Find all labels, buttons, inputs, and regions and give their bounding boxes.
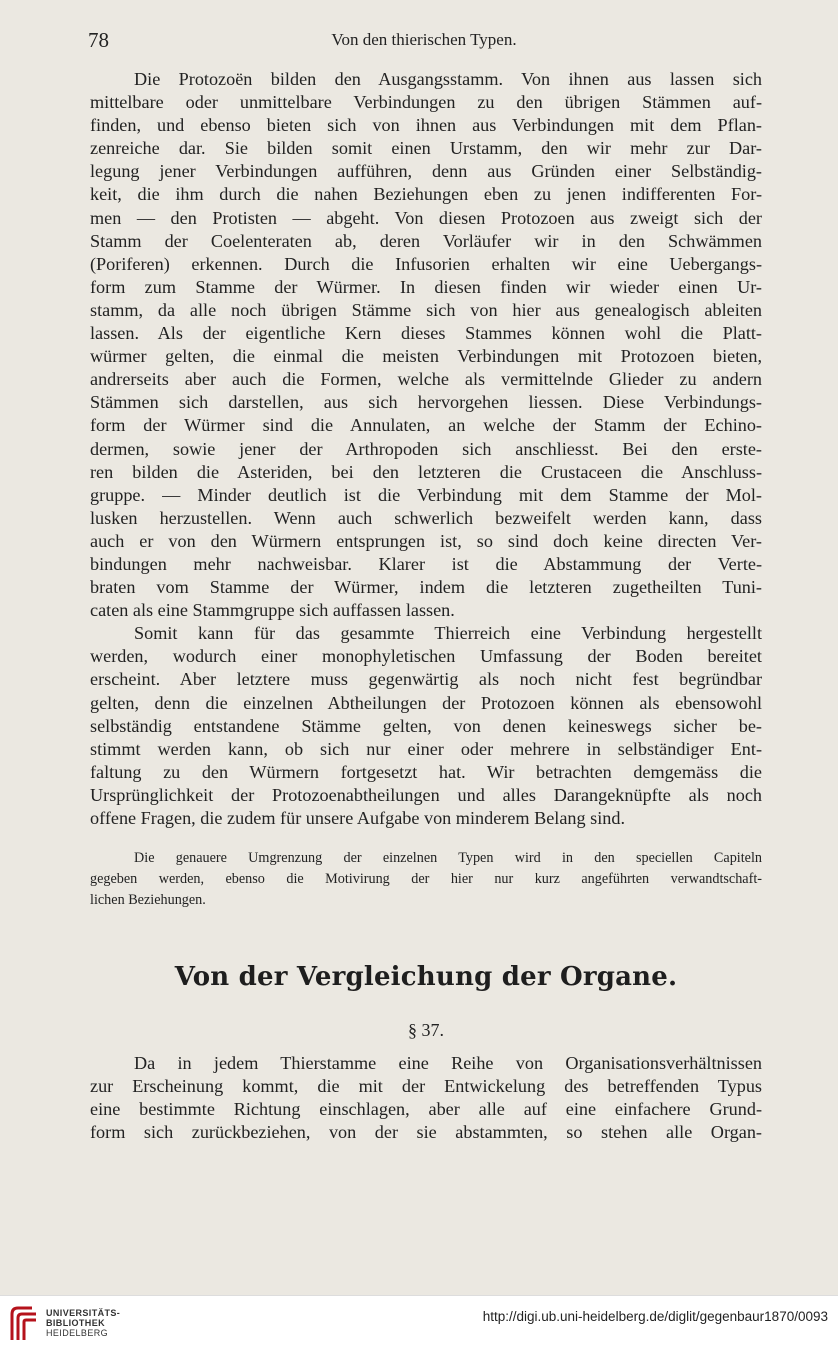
text-line: ren bilden die Asteriden, bei den letzteren die Crustaceen die Anschluss- — [90, 461, 762, 482]
note-line: lichen Beziehungen. — [90, 892, 206, 908]
text-line: caten als eine Stammgruppe sich auffassen lassen. — [90, 600, 455, 621]
library-name-line: BIBLIOTHEK — [46, 1318, 105, 1328]
footnote — [90, 848, 762, 911]
text-line: mittelbare oder unmittelbare Verbindungen zu den übrigen Stämmen auf- — [90, 92, 762, 113]
text-line: auch er von den Würmern entsprungen ist, so sind doch keine directen Ver- — [90, 530, 762, 551]
library-name-line: UNIVERSITÄTS- — [46, 1308, 121, 1318]
text-line: gelten, denn die einzelnen Abtheilungen der Protozoen können als ebensowohl — [90, 692, 762, 713]
permalink-url[interactable]: http://digi.ub.uni-heidelberg.de/diglit/gegenbaur1870/0093 — [482, 1309, 828, 1324]
note-line: Die genauere Umgrenzung der einzelnen Typen wird in den speciellen Capiteln — [134, 850, 762, 866]
text-line: dermen, sowie jener der Arthropoden sich anschliesst. Bei den erste- — [90, 438, 762, 459]
text-line: würmer gelten, die einmal die meisten Verbindungen mit Protozoen bieten, — [90, 346, 762, 367]
text-line: faltung zu den Würmern fortgesetzt hat. Wir betrachten demgemäss die — [90, 761, 762, 782]
text-line: men — den Protisten — abgeht. Von diesen Protozoen aus zweigt sich der — [90, 207, 762, 228]
section-number: § 37. — [408, 1020, 444, 1040]
chapter-heading: Von der Vergleichung der Organe. — [174, 962, 678, 992]
text-line: lusken herzustellen. Wenn auch schwerlich bezweifelt werden kann, dass — [90, 507, 762, 528]
text-line: braten vom Stamme der Würmer, indem die letzteren zugetheilten Tuni- — [90, 577, 762, 598]
text-line: Die Protozoën bilden den Ausgangsstamm. Von ihnen aus lassen sich — [134, 69, 762, 89]
page-header — [88, 28, 760, 52]
text-line: finden, und ebenso bieten sich von ihnen aus Verbindungen mit dem Pflan- — [90, 115, 762, 136]
text-line: Ursprünglichkeit der Protozoenabtheilungen und alles Darangeknüpfte als noch — [90, 784, 762, 805]
text-line: legung jener Verbindungen aufführen, denn aus Gründen einer Selbständig- — [90, 161, 762, 182]
text-line: Da in jedem Thierstamme eine Reihe von Organisationsverhältnissen — [134, 1053, 762, 1073]
library-name-line: HEIDELBERG — [46, 1328, 109, 1338]
text-line: werden, wodurch einer monophyletischen Umfassung der Boden bereitet — [90, 646, 762, 667]
text-line: keit, die ihm durch die nahen Beziehungen eben zu jenen indifferenten For- — [90, 184, 762, 205]
note-line: gegeben werden, ebenso die Motivirung der hier nur kurz angeführten verwandtschaft- — [90, 871, 762, 887]
page-number: 78 — [88, 28, 109, 52]
section-text — [90, 1052, 762, 1144]
text-line: Somit kann für das gesammte Thierreich eine Verbindung hergestellt — [134, 623, 762, 644]
text-line: form zum Stamme der Würmer. In diesen finden wir wieder einen Ur- — [90, 276, 762, 297]
text-line: erscheint. Aber letztere muss gegenwärtig als noch nicht fest begründbar — [90, 669, 762, 690]
main-text — [90, 68, 762, 830]
text-line: lassen. Als der eigentliche Kern dieses Stammes können wohl die Platt- — [90, 323, 762, 344]
text-line: offene Fragen, die zudem für unsere Aufgabe von minderem Belang sind. — [90, 808, 626, 828]
library-logo-icon — [8, 1304, 40, 1344]
text-line: zenreiche dar. Sie bilden somit einen Urstamm, den wir mehr zur Dar- — [90, 138, 762, 159]
library-name — [46, 1308, 120, 1338]
text-line: zur Erscheinung kommt, die mit der Entwickelung des betreffenden Typus — [90, 1076, 762, 1097]
text-line: gruppe. — Minder deutlich ist die Verbindung mit dem Stamme der Mol- — [90, 484, 762, 505]
text-line: selbständig entstandene Stämme gelten, von denen keineswegs sicher be- — [90, 715, 762, 736]
text-line: Stämmen sich darstellen, aus sich hervorgehen liessen. Diese Verbindungs- — [90, 392, 762, 413]
text-line: stimmt werden kann, ob sich nur einer oder mehrere in selbständiger Ent- — [90, 738, 762, 759]
text-line: form der Würmer sind die Annulaten, an welche der Stamm der Echino- — [90, 415, 762, 436]
text-line: andrerseits aber auch die Formen, welche als vermittelnde Glieder zu andern — [90, 369, 762, 390]
text-line: eine bestimmte Richtung einschlagen, aber alle auf eine einfachere Grund- — [90, 1099, 762, 1120]
viewer-footer — [0, 1295, 838, 1356]
text-line: stamm, da alle noch übrigen Stämme sich von hier aus genealogisch ableiten — [90, 299, 762, 320]
text-line: Stamm der Coelenteraten ab, deren Vorläufer wir in den Schwämmen — [90, 230, 762, 251]
text-line: bindungen mehr nachweisbar. Klarer ist die Abstammung der Verte- — [90, 553, 762, 574]
running-title: Von den thierischen Typen. — [331, 30, 517, 49]
text-line: (Poriferen) erkennen. Durch die Infusorien erhalten wir eine Uebergangs- — [90, 253, 762, 274]
text-line: form sich zurückbeziehen, von der sie abstammten, so stehen alle Organ- — [90, 1122, 762, 1143]
